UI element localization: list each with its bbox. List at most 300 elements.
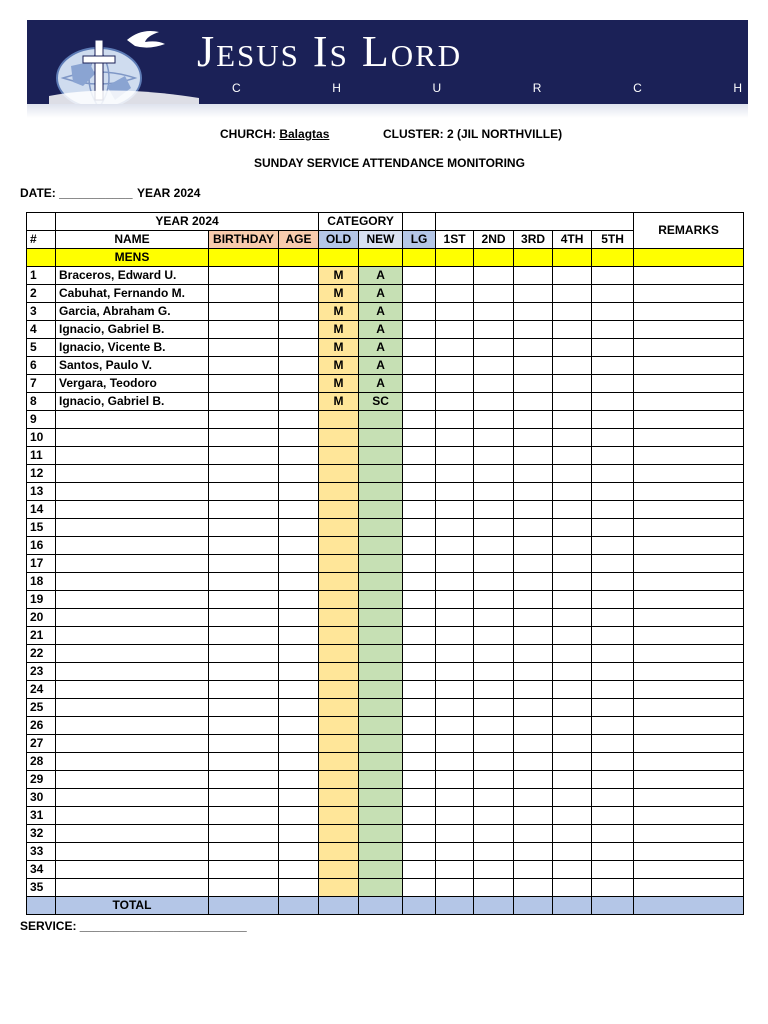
cell-birthday[interactable] — [209, 465, 279, 483]
cell-old[interactable] — [319, 699, 359, 717]
cell-1st[interactable] — [436, 789, 474, 807]
cell-lg[interactable] — [403, 663, 436, 681]
cell-4th[interactable] — [553, 627, 592, 645]
cell-4th[interactable] — [553, 861, 592, 879]
cell-2nd[interactable] — [474, 411, 514, 429]
cell-lg[interactable] — [403, 375, 436, 393]
cell-new[interactable]: A — [359, 357, 403, 375]
cell-old[interactable]: M — [319, 339, 359, 357]
cell-4th[interactable] — [553, 483, 592, 501]
cell-2nd[interactable] — [474, 645, 514, 663]
cell-new[interactable] — [359, 879, 403, 897]
cell-birthday[interactable] — [209, 609, 279, 627]
cell-new[interactable] — [359, 537, 403, 555]
cell-4th[interactable] — [553, 591, 592, 609]
cell-3rd[interactable] — [514, 609, 553, 627]
cell-3rd[interactable] — [514, 519, 553, 537]
cell-4th[interactable] — [553, 717, 592, 735]
cell-lg[interactable] — [403, 483, 436, 501]
cell-1st[interactable] — [436, 447, 474, 465]
cell-new[interactable] — [359, 519, 403, 537]
cell-old[interactable]: M — [319, 321, 359, 339]
cell-1st[interactable] — [436, 591, 474, 609]
cell-name[interactable] — [56, 699, 209, 717]
cell-5th[interactable] — [592, 321, 634, 339]
cell-remarks[interactable] — [634, 501, 744, 519]
cell-5th[interactable] — [592, 861, 634, 879]
cell-lg[interactable] — [403, 861, 436, 879]
cell-name[interactable] — [56, 771, 209, 789]
cell-lg[interactable] — [403, 735, 436, 753]
cell-name[interactable] — [56, 519, 209, 537]
cell-age[interactable] — [279, 285, 319, 303]
cell-4th[interactable] — [553, 357, 592, 375]
cell-5th[interactable] — [592, 411, 634, 429]
cell-4th[interactable] — [553, 645, 592, 663]
cell-2nd[interactable] — [474, 825, 514, 843]
cell-remarks[interactable] — [634, 537, 744, 555]
cell-1st[interactable] — [436, 555, 474, 573]
cell-old[interactable] — [319, 465, 359, 483]
cell-new[interactable] — [359, 591, 403, 609]
cell-5th[interactable] — [592, 501, 634, 519]
cell-old[interactable] — [319, 807, 359, 825]
cell-2nd[interactable] — [474, 357, 514, 375]
cell-1st[interactable] — [436, 663, 474, 681]
cell-5th[interactable] — [592, 429, 634, 447]
cell-birthday[interactable] — [209, 717, 279, 735]
cell-birthday[interactable] — [209, 411, 279, 429]
cell-5th[interactable] — [592, 267, 634, 285]
cell-4th[interactable] — [553, 555, 592, 573]
cell-age[interactable] — [279, 771, 319, 789]
cell-name[interactable] — [56, 609, 209, 627]
cell-name[interactable] — [56, 807, 209, 825]
cell-remarks[interactable] — [634, 447, 744, 465]
cell-birthday[interactable] — [209, 285, 279, 303]
cell-3rd[interactable] — [514, 681, 553, 699]
cell-1st[interactable] — [436, 573, 474, 591]
cell-lg[interactable] — [403, 465, 436, 483]
cell-5th[interactable] — [592, 609, 634, 627]
cell-lg[interactable] — [403, 753, 436, 771]
cell-name[interactable] — [56, 429, 209, 447]
cell-remarks[interactable] — [634, 771, 744, 789]
cell-new[interactable]: SC — [359, 393, 403, 411]
cell-5th[interactable] — [592, 645, 634, 663]
cell-3rd[interactable] — [514, 753, 553, 771]
cell-old[interactable] — [319, 483, 359, 501]
cell-3rd[interactable] — [514, 825, 553, 843]
cell-birthday[interactable] — [209, 393, 279, 411]
cell-1st[interactable] — [436, 321, 474, 339]
cell-remarks[interactable] — [634, 753, 744, 771]
cell-name[interactable] — [56, 573, 209, 591]
cell-remarks[interactable] — [634, 717, 744, 735]
cell-name[interactable] — [56, 465, 209, 483]
cell-name[interactable] — [56, 645, 209, 663]
cell-5th[interactable] — [592, 699, 634, 717]
cell-name[interactable] — [56, 591, 209, 609]
cell-age[interactable] — [279, 393, 319, 411]
cell-new[interactable] — [359, 609, 403, 627]
cell-2nd[interactable] — [474, 753, 514, 771]
cell-new[interactable] — [359, 411, 403, 429]
cell-age[interactable] — [279, 591, 319, 609]
cell-3rd[interactable] — [514, 789, 553, 807]
cell-4th[interactable] — [553, 393, 592, 411]
cell-name[interactable]: Ignacio, Gabriel B. — [56, 393, 209, 411]
cell-old[interactable] — [319, 681, 359, 699]
cell-birthday[interactable] — [209, 681, 279, 699]
cell-3rd[interactable] — [514, 591, 553, 609]
cell-1st[interactable] — [436, 393, 474, 411]
cell-age[interactable] — [279, 627, 319, 645]
cell-5th[interactable] — [592, 393, 634, 411]
cell-age[interactable] — [279, 861, 319, 879]
cell-lg[interactable] — [403, 627, 436, 645]
cell-old[interactable] — [319, 717, 359, 735]
cell-old[interactable]: M — [319, 267, 359, 285]
cell-new[interactable] — [359, 753, 403, 771]
cell-new[interactable]: A — [359, 267, 403, 285]
cell-3rd[interactable] — [514, 573, 553, 591]
cell-2nd[interactable] — [474, 429, 514, 447]
cell-3rd[interactable] — [514, 429, 553, 447]
cell-5th[interactable] — [592, 753, 634, 771]
cell-1st[interactable] — [436, 429, 474, 447]
cell-new[interactable] — [359, 501, 403, 519]
cell-lg[interactable] — [403, 699, 436, 717]
cell-remarks[interactable] — [634, 825, 744, 843]
cell-1st[interactable] — [436, 339, 474, 357]
cell-remarks[interactable] — [634, 519, 744, 537]
cell-lg[interactable] — [403, 339, 436, 357]
cell-1st[interactable] — [436, 465, 474, 483]
cell-2nd[interactable] — [474, 537, 514, 555]
cell-lg[interactable] — [403, 501, 436, 519]
cell-lg[interactable] — [403, 555, 436, 573]
cell-1st[interactable] — [436, 285, 474, 303]
cell-4th[interactable] — [553, 321, 592, 339]
cell-birthday[interactable] — [209, 735, 279, 753]
cell-lg[interactable] — [403, 321, 436, 339]
cell-1st[interactable] — [436, 483, 474, 501]
cell-1st[interactable] — [436, 807, 474, 825]
cell-old[interactable] — [319, 735, 359, 753]
cell-2nd[interactable] — [474, 339, 514, 357]
cell-4th[interactable] — [553, 501, 592, 519]
cell-1st[interactable] — [436, 771, 474, 789]
cell-name[interactable] — [56, 681, 209, 699]
cell-new[interactable]: A — [359, 321, 403, 339]
cell-5th[interactable] — [592, 789, 634, 807]
cell-1st[interactable] — [436, 681, 474, 699]
cell-3rd[interactable] — [514, 843, 553, 861]
cell-3rd[interactable] — [514, 267, 553, 285]
cell-5th[interactable] — [592, 771, 634, 789]
cell-1st[interactable] — [436, 735, 474, 753]
cell-lg[interactable] — [403, 843, 436, 861]
cell-4th[interactable] — [553, 285, 592, 303]
cell-remarks[interactable] — [634, 429, 744, 447]
cell-4th[interactable] — [553, 825, 592, 843]
cell-5th[interactable] — [592, 357, 634, 375]
cell-age[interactable] — [279, 879, 319, 897]
cell-age[interactable] — [279, 267, 319, 285]
cell-name[interactable] — [56, 501, 209, 519]
cell-remarks[interactable] — [634, 681, 744, 699]
cell-remarks[interactable] — [634, 357, 744, 375]
cell-age[interactable] — [279, 717, 319, 735]
cell-4th[interactable] — [553, 699, 592, 717]
cell-birthday[interactable] — [209, 447, 279, 465]
cell-remarks[interactable] — [634, 843, 744, 861]
cell-age[interactable] — [279, 447, 319, 465]
cell-4th[interactable] — [553, 789, 592, 807]
cell-4th[interactable] — [553, 465, 592, 483]
cell-2nd[interactable] — [474, 861, 514, 879]
cell-3rd[interactable] — [514, 807, 553, 825]
cell-1st[interactable] — [436, 609, 474, 627]
cell-age[interactable] — [279, 429, 319, 447]
cell-1st[interactable] — [436, 519, 474, 537]
cell-3rd[interactable] — [514, 735, 553, 753]
cell-age[interactable] — [279, 843, 319, 861]
cell-5th[interactable] — [592, 285, 634, 303]
cell-lg[interactable] — [403, 285, 436, 303]
cell-name[interactable] — [56, 447, 209, 465]
cell-age[interactable] — [279, 375, 319, 393]
cell-age[interactable] — [279, 609, 319, 627]
cell-1st[interactable] — [436, 411, 474, 429]
cell-3rd[interactable] — [514, 627, 553, 645]
cell-name[interactable] — [56, 411, 209, 429]
cell-new[interactable] — [359, 789, 403, 807]
cell-birthday[interactable] — [209, 555, 279, 573]
cell-old[interactable] — [319, 825, 359, 843]
cell-age[interactable] — [279, 573, 319, 591]
cell-2nd[interactable] — [474, 663, 514, 681]
cell-name[interactable] — [56, 627, 209, 645]
cell-2nd[interactable] — [474, 681, 514, 699]
cell-2nd[interactable] — [474, 393, 514, 411]
cell-4th[interactable] — [553, 753, 592, 771]
cell-new[interactable] — [359, 555, 403, 573]
cell-name[interactable]: Braceros, Edward U. — [56, 267, 209, 285]
cell-1st[interactable] — [436, 879, 474, 897]
cell-old[interactable] — [319, 645, 359, 663]
cell-2nd[interactable] — [474, 627, 514, 645]
cell-old[interactable] — [319, 501, 359, 519]
cell-5th[interactable] — [592, 537, 634, 555]
cell-5th[interactable] — [592, 717, 634, 735]
cell-lg[interactable] — [403, 591, 436, 609]
cell-old[interactable] — [319, 609, 359, 627]
cell-1st[interactable] — [436, 645, 474, 663]
cell-birthday[interactable] — [209, 807, 279, 825]
cell-old[interactable]: M — [319, 375, 359, 393]
cell-age[interactable] — [279, 663, 319, 681]
cell-old[interactable] — [319, 879, 359, 897]
cell-lg[interactable] — [403, 267, 436, 285]
cell-name[interactable] — [56, 735, 209, 753]
cell-new[interactable] — [359, 483, 403, 501]
cell-2nd[interactable] — [474, 717, 514, 735]
cell-birthday[interactable] — [209, 789, 279, 807]
cell-age[interactable] — [279, 645, 319, 663]
cell-old[interactable]: M — [319, 357, 359, 375]
cell-age[interactable] — [279, 321, 319, 339]
cell-3rd[interactable] — [514, 465, 553, 483]
cell-old[interactable] — [319, 789, 359, 807]
cell-name[interactable] — [56, 789, 209, 807]
cell-remarks[interactable] — [634, 465, 744, 483]
cell-name[interactable] — [56, 879, 209, 897]
cell-remarks[interactable] — [634, 807, 744, 825]
cell-old[interactable]: M — [319, 393, 359, 411]
cell-5th[interactable] — [592, 483, 634, 501]
cell-name[interactable] — [56, 663, 209, 681]
cell-5th[interactable] — [592, 807, 634, 825]
cell-3rd[interactable] — [514, 645, 553, 663]
cell-old[interactable] — [319, 861, 359, 879]
cell-birthday[interactable] — [209, 303, 279, 321]
cell-remarks[interactable] — [634, 699, 744, 717]
cell-5th[interactable] — [592, 303, 634, 321]
cell-5th[interactable] — [592, 879, 634, 897]
cell-lg[interactable] — [403, 411, 436, 429]
cell-birthday[interactable] — [209, 321, 279, 339]
cell-age[interactable] — [279, 735, 319, 753]
cell-old[interactable]: M — [319, 303, 359, 321]
cell-2nd[interactable] — [474, 843, 514, 861]
cell-new[interactable] — [359, 771, 403, 789]
cell-birthday[interactable] — [209, 861, 279, 879]
cell-age[interactable] — [279, 555, 319, 573]
cell-3rd[interactable] — [514, 501, 553, 519]
cell-new[interactable] — [359, 681, 403, 699]
cell-birthday[interactable] — [209, 627, 279, 645]
cell-remarks[interactable] — [634, 339, 744, 357]
cell-birthday[interactable] — [209, 519, 279, 537]
cell-birthday[interactable] — [209, 429, 279, 447]
cell-remarks[interactable] — [634, 735, 744, 753]
cell-birthday[interactable] — [209, 843, 279, 861]
cell-remarks[interactable] — [634, 663, 744, 681]
cell-new[interactable] — [359, 717, 403, 735]
cell-lg[interactable] — [403, 681, 436, 699]
cell-birthday[interactable] — [209, 357, 279, 375]
cell-lg[interactable] — [403, 303, 436, 321]
cell-3rd[interactable] — [514, 555, 553, 573]
cell-old[interactable] — [319, 573, 359, 591]
cell-4th[interactable] — [553, 429, 592, 447]
cell-lg[interactable] — [403, 807, 436, 825]
cell-1st[interactable] — [436, 267, 474, 285]
cell-2nd[interactable] — [474, 465, 514, 483]
cell-3rd[interactable] — [514, 321, 553, 339]
cell-old[interactable] — [319, 843, 359, 861]
cell-birthday[interactable] — [209, 537, 279, 555]
cell-4th[interactable] — [553, 573, 592, 591]
cell-birthday[interactable] — [209, 501, 279, 519]
cell-1st[interactable] — [436, 501, 474, 519]
cell-name[interactable] — [56, 843, 209, 861]
cell-new[interactable] — [359, 825, 403, 843]
cell-lg[interactable] — [403, 429, 436, 447]
cell-old[interactable] — [319, 519, 359, 537]
cell-remarks[interactable] — [634, 555, 744, 573]
cell-age[interactable] — [279, 411, 319, 429]
cell-3rd[interactable] — [514, 699, 553, 717]
cell-5th[interactable] — [592, 555, 634, 573]
cell-3rd[interactable] — [514, 393, 553, 411]
cell-age[interactable] — [279, 807, 319, 825]
cell-name[interactable] — [56, 537, 209, 555]
cell-1st[interactable] — [436, 699, 474, 717]
cell-3rd[interactable] — [514, 537, 553, 555]
cell-2nd[interactable] — [474, 501, 514, 519]
cell-new[interactable] — [359, 573, 403, 591]
cell-4th[interactable] — [553, 267, 592, 285]
cell-1st[interactable] — [436, 825, 474, 843]
cell-new[interactable]: A — [359, 303, 403, 321]
cell-age[interactable] — [279, 753, 319, 771]
cell-age[interactable] — [279, 483, 319, 501]
cell-name[interactable]: Garcia, Abraham G. — [56, 303, 209, 321]
cell-5th[interactable] — [592, 681, 634, 699]
cell-5th[interactable] — [592, 663, 634, 681]
cell-age[interactable] — [279, 825, 319, 843]
cell-age[interactable] — [279, 681, 319, 699]
cell-lg[interactable] — [403, 609, 436, 627]
cell-remarks[interactable] — [634, 789, 744, 807]
cell-birthday[interactable] — [209, 375, 279, 393]
cell-new[interactable]: A — [359, 285, 403, 303]
cell-new[interactable] — [359, 699, 403, 717]
cell-birthday[interactable] — [209, 339, 279, 357]
cell-age[interactable] — [279, 339, 319, 357]
cell-4th[interactable] — [553, 411, 592, 429]
cell-5th[interactable] — [592, 339, 634, 357]
cell-3rd[interactable] — [514, 861, 553, 879]
cell-old[interactable] — [319, 627, 359, 645]
cell-4th[interactable] — [553, 843, 592, 861]
cell-1st[interactable] — [436, 861, 474, 879]
cell-1st[interactable] — [436, 303, 474, 321]
cell-2nd[interactable] — [474, 285, 514, 303]
cell-new[interactable] — [359, 735, 403, 753]
cell-2nd[interactable] — [474, 573, 514, 591]
cell-2nd[interactable] — [474, 321, 514, 339]
cell-3rd[interactable] — [514, 663, 553, 681]
cell-lg[interactable] — [403, 537, 436, 555]
cell-old[interactable] — [319, 591, 359, 609]
cell-5th[interactable] — [592, 519, 634, 537]
cell-2nd[interactable] — [474, 267, 514, 285]
cell-3rd[interactable] — [514, 375, 553, 393]
cell-remarks[interactable] — [634, 411, 744, 429]
cell-remarks[interactable] — [634, 303, 744, 321]
cell-5th[interactable] — [592, 843, 634, 861]
cell-age[interactable] — [279, 357, 319, 375]
cell-lg[interactable] — [403, 645, 436, 663]
cell-old[interactable]: M — [319, 285, 359, 303]
cell-new[interactable] — [359, 843, 403, 861]
cell-5th[interactable] — [592, 447, 634, 465]
cell-new[interactable] — [359, 465, 403, 483]
